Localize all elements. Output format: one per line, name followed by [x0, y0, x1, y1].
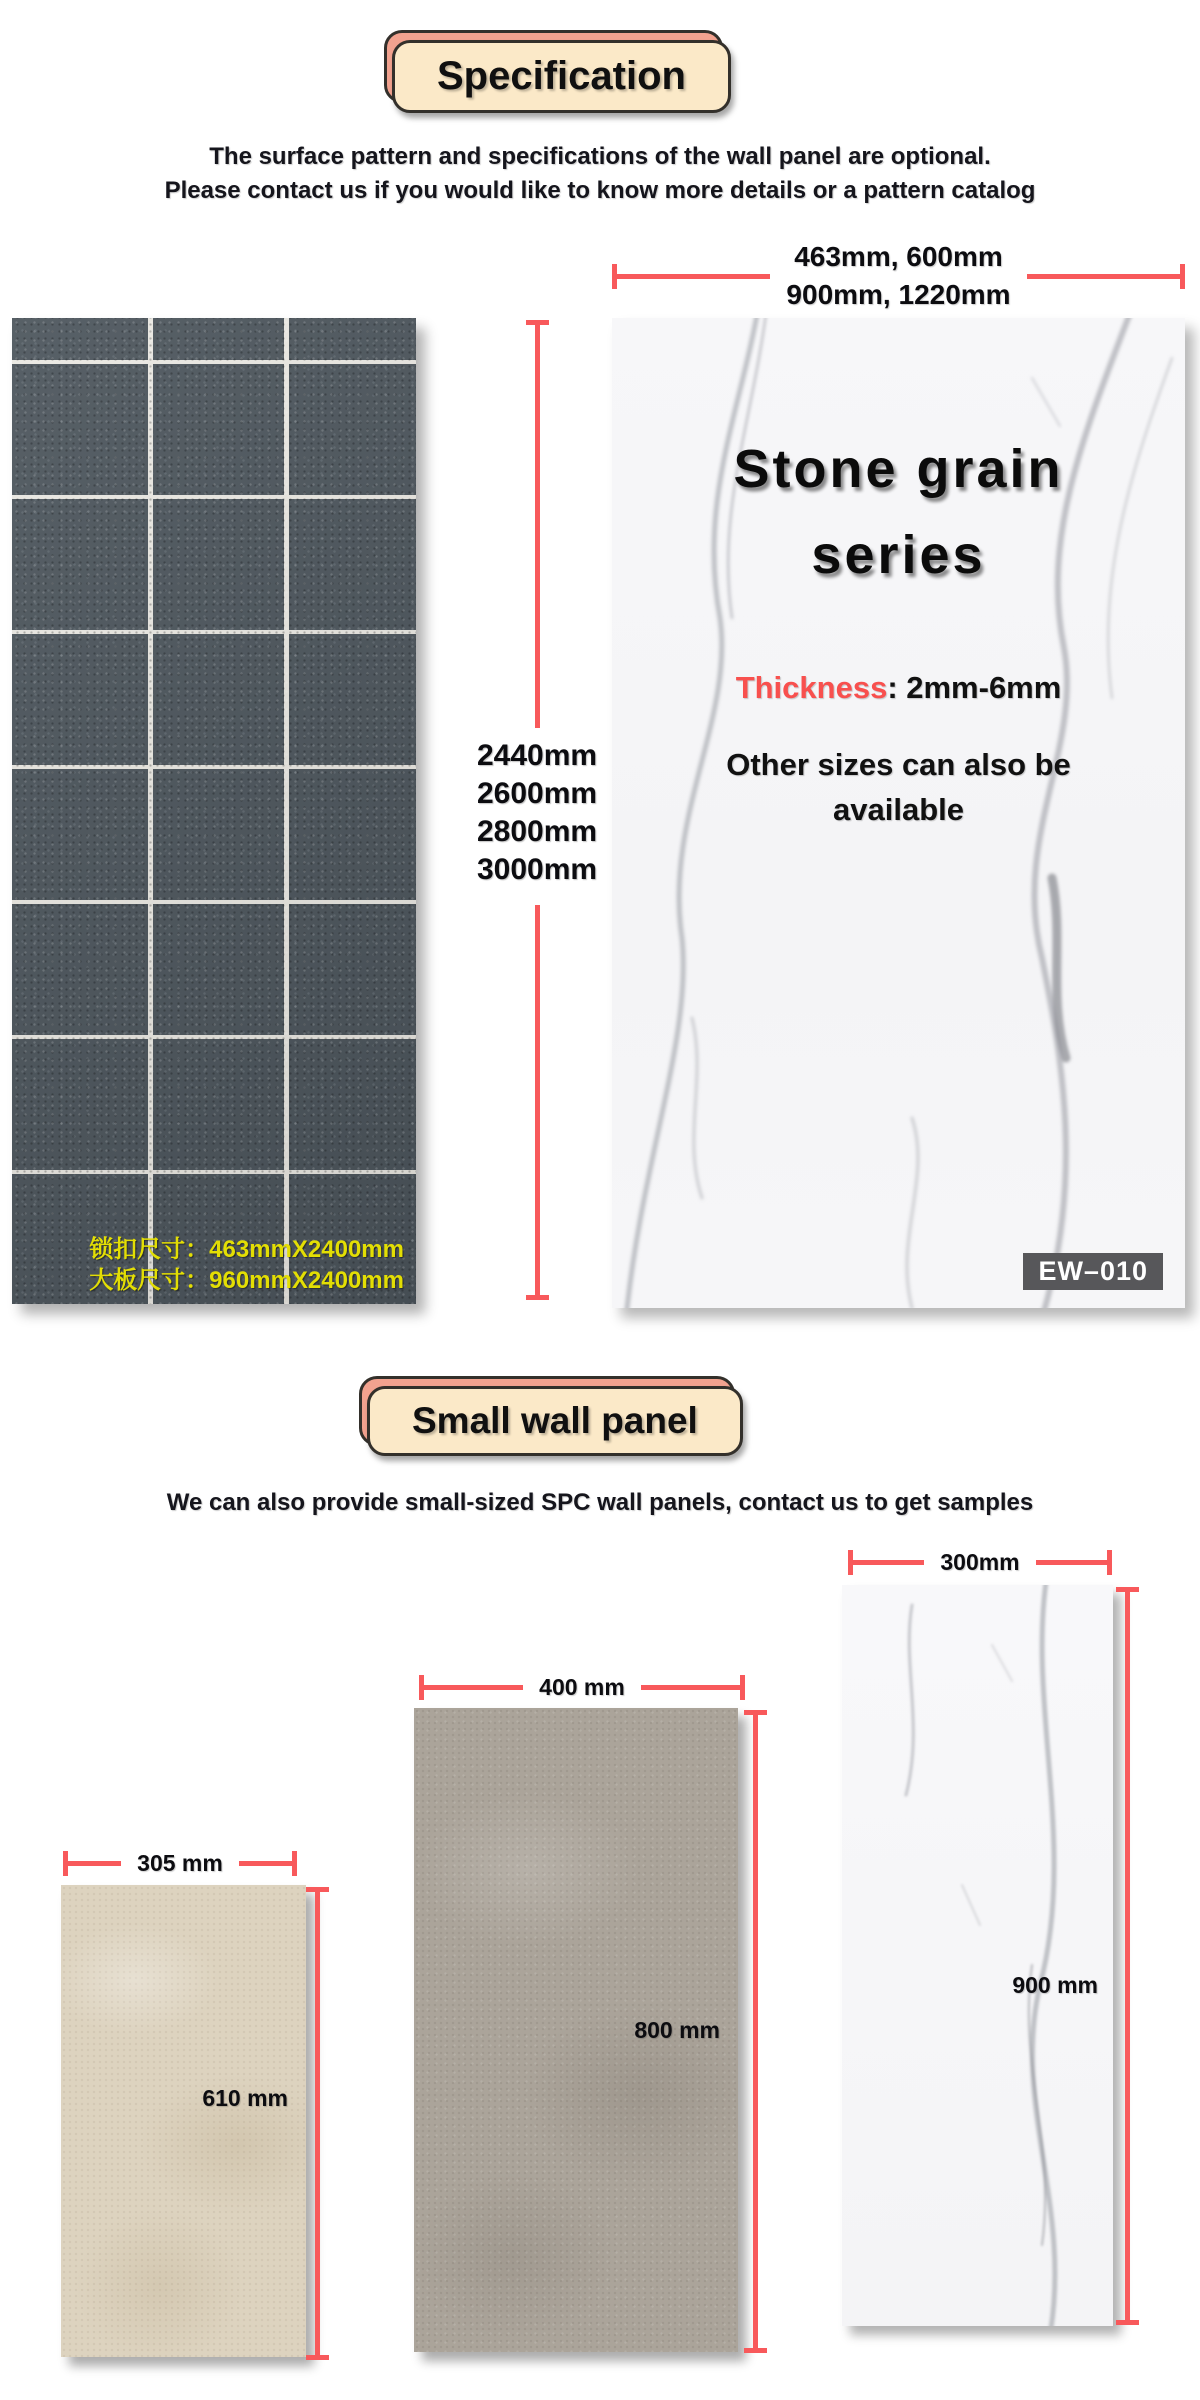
specification-badge	[392, 40, 731, 113]
width-dim-line1: 463mm, 600mm	[794, 241, 1003, 272]
panel1-height-dimension-line	[315, 1887, 320, 2360]
thickness-text	[612, 670, 1185, 706]
series-title-line1: Stone grain	[733, 439, 1064, 499]
other-sizes-line1: Other sizes can also be	[726, 747, 1071, 782]
section1-subtitle-line1: The surface pattern and specifications of the wall panel are optional.	[209, 143, 991, 170]
other-sizes-line2: available	[833, 792, 964, 827]
small-wall-panel-badge-label: Small wall panel	[367, 1386, 743, 1456]
width-dimension	[612, 237, 1185, 315]
height-dim-3: 2800mm	[476, 815, 598, 848]
small-panel-marble-photo	[842, 1585, 1113, 2326]
width-dimension-label	[770, 238, 1026, 314]
tile-caption-line1: 锁扣尺寸：463mmX2400mm	[89, 1236, 404, 1263]
panel3-width-dimension	[848, 1545, 1112, 1579]
marble-veins-graphic	[842, 1585, 1113, 2326]
dimension-line-right	[1036, 1560, 1112, 1565]
other-sizes-text	[612, 742, 1185, 832]
small-panel-taupe-photo	[414, 1708, 738, 2352]
dimension-line-right	[641, 1685, 745, 1690]
height-dim-1: 2440mm	[476, 739, 598, 772]
dimension-line-left	[848, 1560, 924, 1565]
panel2-height-label: 800 mm	[634, 2017, 720, 2043]
panel3-height-dimension-line	[1125, 1587, 1130, 2325]
panel2-height-dimension-line	[753, 1710, 758, 2353]
section1-subtitle	[0, 140, 1200, 208]
dimension-line-left	[419, 1685, 523, 1690]
height-dimension-labels	[459, 737, 615, 889]
series-title-line2: series	[811, 525, 986, 585]
panel3-height-label: 900 mm	[1012, 1972, 1098, 1998]
dimension-line-right	[239, 1861, 297, 1866]
marble-panel-photo	[612, 318, 1185, 1308]
tile-panel-caption	[89, 1234, 404, 1296]
panel1-height-label: 610 mm	[202, 2085, 288, 2111]
height-dim-4: 3000mm	[476, 853, 598, 886]
dimension-line-left	[63, 1861, 121, 1866]
section2-subtitle: We can also provide small-sized SPC wall panels, contact us to get samples	[166, 1489, 1034, 1516]
panel2-width-label: 400 mm	[539, 1673, 625, 1700]
tile-panel-photo	[12, 318, 416, 1304]
model-number-badge: EW–010	[1023, 1253, 1163, 1290]
thickness-value: : 2mm-6mm	[887, 670, 1062, 705]
series-title	[612, 426, 1185, 598]
section1-subtitle-line2: Please contact us if you would like to know more details or a pattern catalog	[164, 177, 1036, 204]
panel2-width-dimension	[419, 1670, 745, 1704]
height-dim-2: 2600mm	[476, 777, 598, 810]
panel1-width-dimension	[63, 1846, 297, 1880]
small-wall-panel-badge	[367, 1386, 743, 1456]
panel1-width-label: 305 mm	[137, 1849, 223, 1876]
dimension-line-right	[1027, 274, 1185, 279]
dimension-line-left	[612, 274, 770, 279]
height-dimension-line-top	[535, 320, 540, 728]
panel3-width-label: 300mm	[940, 1548, 1020, 1575]
width-dim-line2: 900mm, 1220mm	[786, 279, 1011, 310]
small-panel-beige-photo	[61, 1885, 306, 2357]
height-dimension-line-bottom	[535, 905, 540, 1300]
specification-badge-label: Specification	[392, 40, 731, 113]
thickness-label: Thickness	[735, 670, 888, 705]
tile-caption-line2: 大板尺寸：960mmX2400mm	[89, 1267, 404, 1294]
